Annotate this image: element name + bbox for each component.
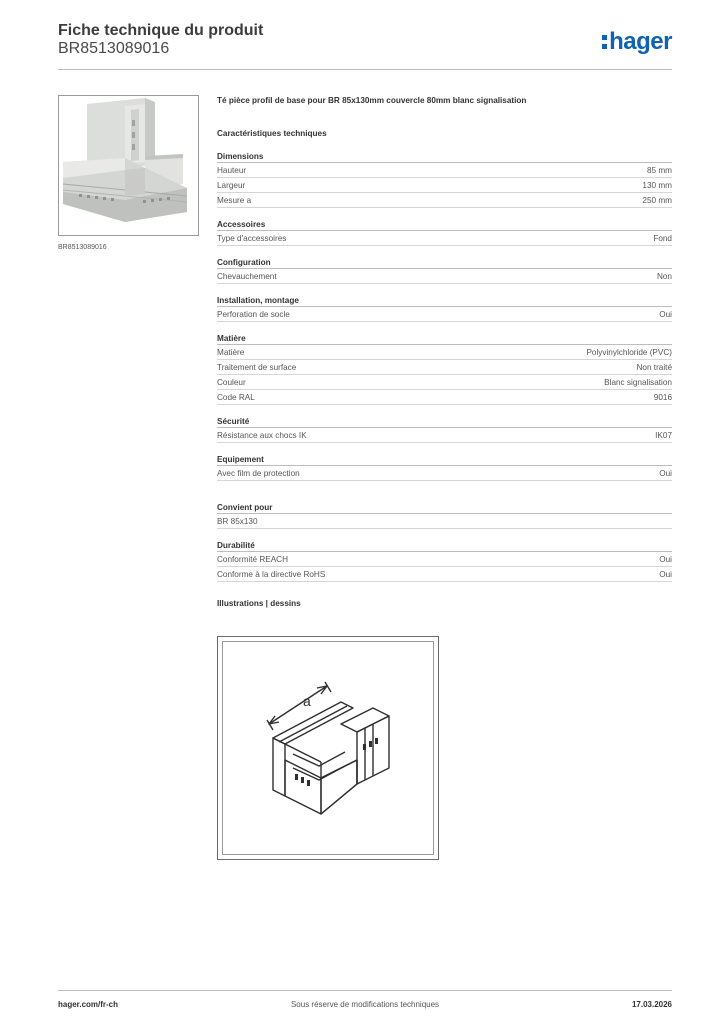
group-suitable-for [217, 501, 672, 529]
group-accessories [217, 218, 672, 246]
group-title: Matière [217, 332, 672, 345]
group-safety [217, 415, 672, 443]
spec-row [217, 269, 672, 284]
spec-row [217, 193, 672, 208]
footer-notice: Sous réserve de modifications techniques [290, 1000, 440, 1009]
spec-row [217, 428, 672, 443]
spec-value: Oui [659, 310, 672, 319]
spec-value: Fond [653, 234, 672, 243]
technical-content [217, 95, 672, 610]
product-photo [58, 95, 199, 236]
spec-value: IK07 [655, 431, 672, 440]
group-title: Configuration [217, 256, 672, 269]
spec-row [217, 375, 672, 390]
spec-row [217, 307, 672, 322]
spec-label: Mesure a [217, 196, 252, 205]
group-title: Dimensions [217, 150, 672, 163]
logo-text: hager [609, 28, 672, 55]
product-title: Té pièce profil de base pour BR 85x130mm couvercle 80mm blanc signalisation [217, 96, 527, 105]
spec-label: Avec film de protection [217, 469, 300, 478]
group-material [217, 332, 672, 405]
group-title: Equipement [217, 453, 672, 466]
technical-drawing [217, 636, 439, 860]
footer-website[interactable]: hager.com/fr-ch [58, 1000, 119, 1009]
spec-row [217, 345, 672, 360]
spec-label: Matière [217, 348, 245, 357]
group-title: Installation, montage [217, 294, 672, 307]
product-reference: BR8513089016 [58, 40, 170, 57]
spec-label: Code RAL [217, 393, 255, 402]
spec-label: Hauteur [217, 166, 247, 175]
spec-row [217, 360, 672, 375]
spec-label: Résistance aux chocs IK [217, 431, 307, 440]
spec-row [217, 466, 672, 481]
dimension-label: a [303, 693, 311, 709]
spec-value: Oui [659, 469, 672, 478]
group-dimensions [217, 150, 672, 208]
group-equipment [217, 453, 672, 481]
group-title: Sécurité [217, 415, 672, 428]
page-header [58, 20, 672, 70]
spec-value: 9016 [653, 393, 672, 402]
tee-line-drawing [223, 642, 433, 854]
spec-value: Non [656, 272, 672, 281]
group-durability [217, 539, 672, 582]
spec-label: Type d'accessoires [217, 234, 287, 243]
spec-value: Polyvinylchloride (PVC) [586, 348, 672, 357]
page-footer [58, 990, 672, 1014]
document-title: Fiche technique du produit [58, 22, 264, 39]
group-title: Accessoires [217, 218, 672, 231]
group-installation [217, 294, 672, 322]
spec-value: Oui [659, 570, 672, 579]
logo-colon-icon [602, 31, 608, 51]
spec-value: 130 mm [642, 181, 672, 190]
spec-row [217, 514, 672, 529]
spec-row [217, 552, 672, 567]
spec-label: Perforation de socle [217, 310, 290, 319]
spec-row [217, 231, 672, 246]
spec-value: Non traité [636, 363, 672, 372]
spec-label: Conformité REACH [217, 555, 288, 564]
spec-value: Blanc signalisation [604, 378, 672, 387]
spec-row [217, 163, 672, 178]
spec-label: BR 85x130 [217, 517, 258, 526]
product-photo-image [59, 96, 198, 235]
characteristics-heading: Caractéristiques techniques [217, 129, 327, 138]
spec-row [217, 178, 672, 193]
spec-value: 85 mm [646, 166, 672, 175]
spec-label: Couleur [217, 378, 246, 387]
spec-row [217, 390, 672, 405]
drawing-frame [222, 641, 434, 855]
footer-date: 17.03.2026 [631, 1000, 672, 1009]
spec-value: 250 mm [642, 196, 672, 205]
spec-value: Oui [659, 555, 672, 564]
group-title: Durabilité [217, 539, 672, 552]
spec-label: Chevauchement [217, 272, 277, 281]
spec-label: Largeur [217, 181, 246, 190]
group-title: Convient pour [217, 501, 672, 514]
spec-row [217, 567, 672, 582]
spec-label: Conforme à la directive RoHS [217, 570, 326, 579]
group-configuration [217, 256, 672, 284]
illustrations-heading: Illustrations | dessins [217, 599, 301, 608]
spec-label: Traitement de surface [217, 363, 297, 372]
hager-logo [602, 28, 672, 56]
photo-caption: BR8513089016 [58, 244, 107, 251]
